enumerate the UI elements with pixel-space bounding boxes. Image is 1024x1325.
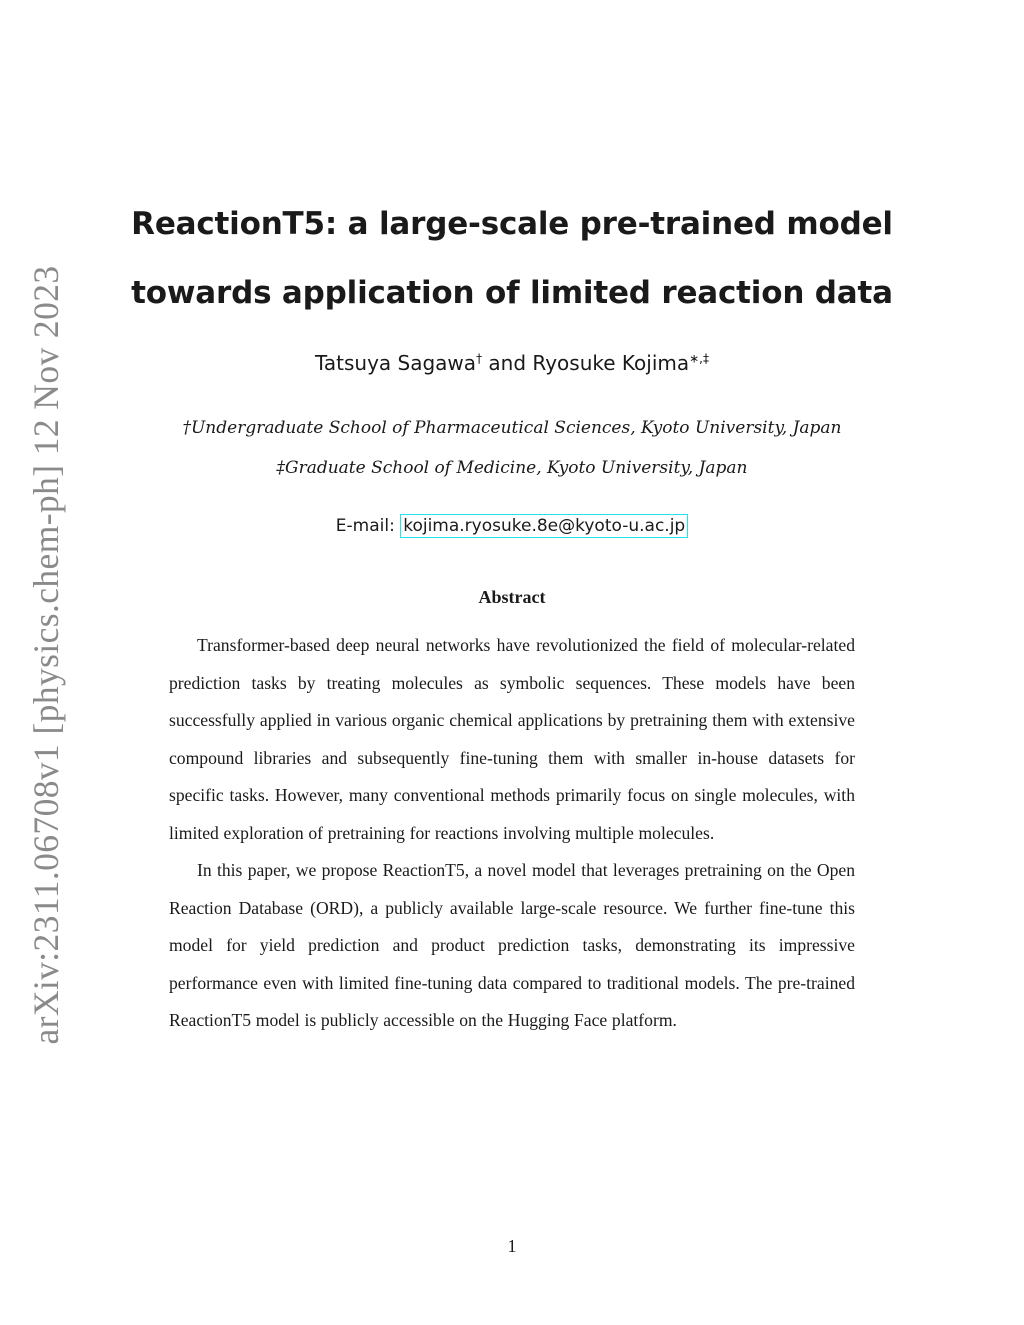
paper-title-line-1: ReactionT5: a large-scale pre-trained model [131, 206, 893, 242]
paper-title [0, 190, 1024, 328]
email-link[interactable]: kojima.ryosuke.8e@kyoto-u.ac.jp [400, 514, 688, 538]
author-1-affiliation-mark: † [476, 351, 483, 366]
abstract-body [169, 627, 855, 1040]
author-name-1: Tatsuya Sagawa [314, 351, 477, 375]
author-name-2: Ryosuke Kojima [532, 351, 690, 375]
abstract-paragraph-1: Transformer-based deep neural networks have revolutionized the field of molecular-related prediction tasks by treating molecules as symbolic sequences. These models have been successfully applied in various organic chemical applications by pretraining them with extensive compound libraries and subsequently fine-tuning them with smaller in-house datasets for specific tasks. However, many conventional methods primarily focus on single molecules, with limited exploration of pretraining for reactions involving multiple molecules. [169, 635, 855, 843]
affiliation-2: ‡Graduate School of Medicine, Kyoto University, Japan [276, 458, 748, 478]
email-line [0, 516, 1024, 536]
author-list [0, 351, 1024, 375]
affiliation-1: †Undergraduate School of Pharmaceutical Sciences, Kyoto University, Japan [182, 418, 842, 438]
page-number: 1 [507, 1236, 517, 1256]
arxiv-identifier-stamp: arXiv:2311.06708v1 [physics.chem-ph] 12 Nov 2023 [26, 265, 66, 1045]
abstract-paragraph-2: In this paper, we propose ReactionT5, a novel model that leverages pretraining on the Open Reaction Database (ORD), a publicly available large-scale resource. We further fine-tune this model for yield prediction and product prediction tasks, demonstrating its impressive performance even with limited fine-tuning data compared to traditional models. The pre-trained ReactionT5 model is publicly accessible on the Hugging Face platform. [169, 860, 855, 1030]
author-2-affiliation-mark: ∗,‡ [689, 351, 709, 366]
author-connector: and [482, 351, 533, 375]
email-label: E-mail: [335, 516, 401, 536]
abstract-heading: Abstract [478, 587, 546, 607]
paper-title-line-2: towards application of limited reaction data [131, 275, 893, 311]
